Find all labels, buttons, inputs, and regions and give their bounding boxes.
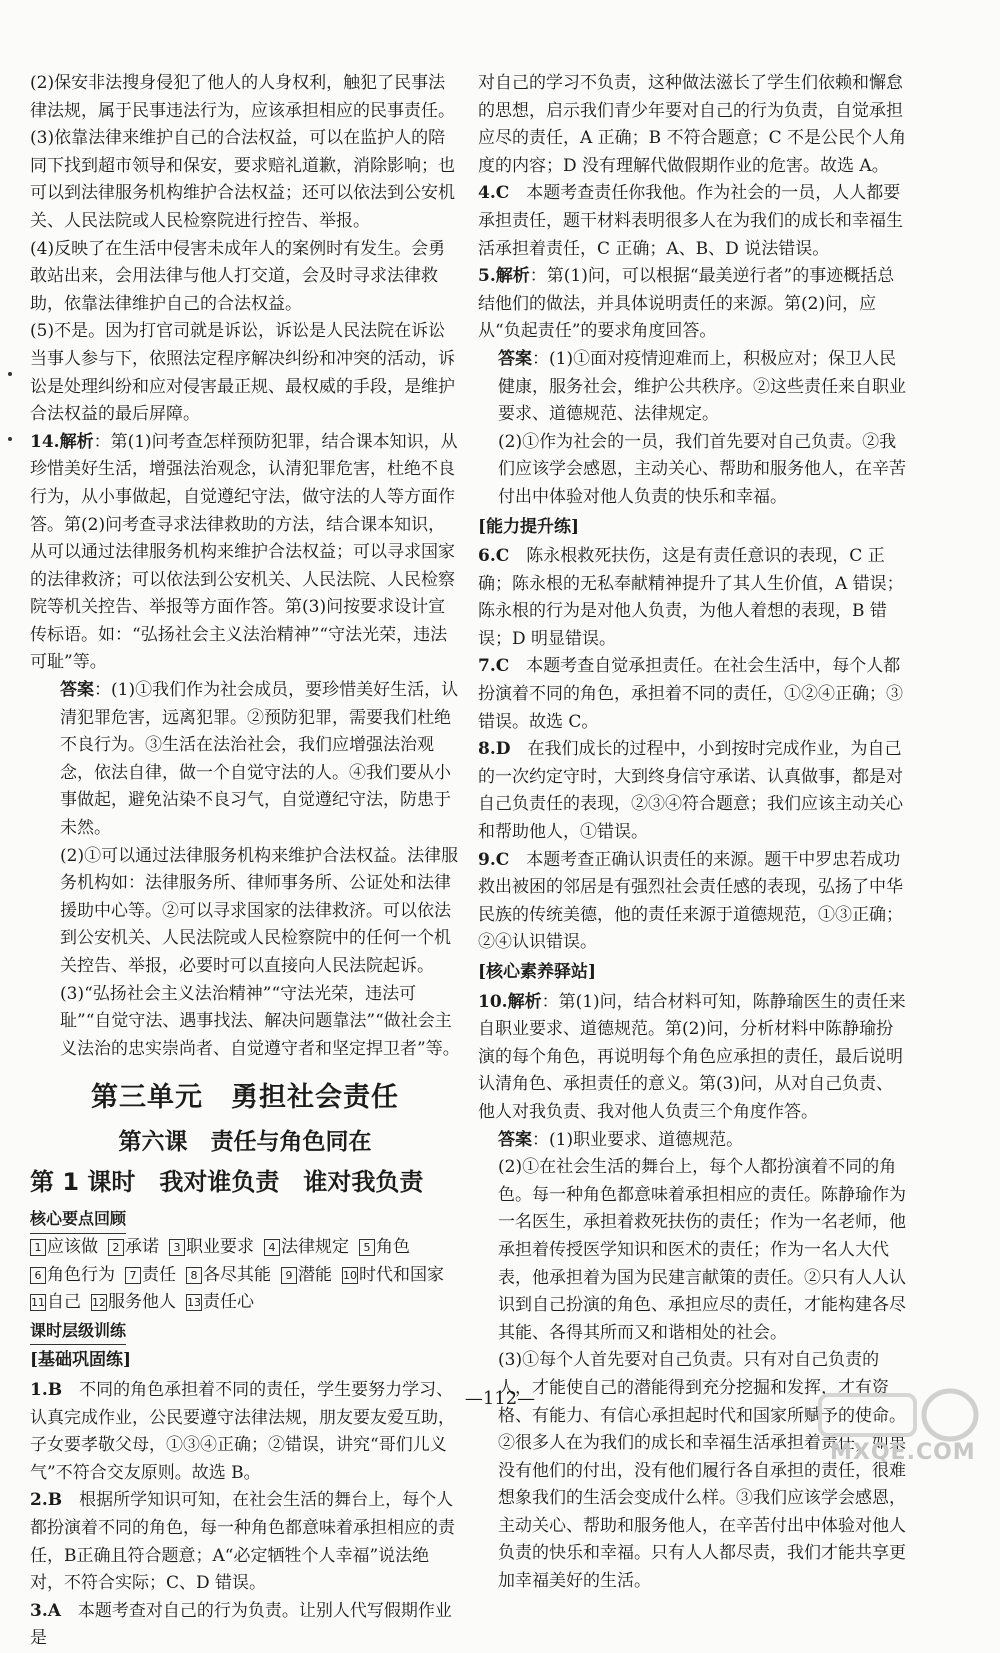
term-text: 承诺 xyxy=(125,1236,159,1257)
q2-text: 根据所学知识可知，在社会生活的舞台上，每个人都扮演着不同的角色，每一种角色都意味着承担相应的责任，B正确且符合题意；A“必定牺牲个人幸福”说法绝对，不符合实际；C、D 错误。 xyxy=(30,1490,455,1594)
term-number-box: 10 xyxy=(343,1268,357,1282)
term-number-box: 3 xyxy=(169,1239,185,1256)
answer-label: 答案 xyxy=(498,348,532,369)
q6-text: 陈永根救死扶伤，这是有责任意识的表现，C 正确；陈永根的无私奉献精神提升了其人生价值，A 错误；陈永根的行为是对他人负责，为他人着想的表现，B 错误；D 明显错误。 xyxy=(478,546,904,649)
q13-answer-part-3: (3)依靠法律来维护自己的合法权益，可以在监护人的陪同下找到超市领导和保安，要求赔礼道歉，消除影响；也可以到法律服务机构维护合法权益；还可以依法到公安机关、人民法院或人民检察院进行控告、举报。 xyxy=(30,128,455,231)
term-number-box: 13 xyxy=(187,1296,201,1310)
margin-dot xyxy=(8,437,12,441)
term-text: 角色 xyxy=(376,1236,410,1257)
review-section xyxy=(30,1205,460,1316)
watermark-text: MXQE.COM xyxy=(830,1440,976,1465)
q9 xyxy=(478,847,910,957)
right-column xyxy=(478,70,910,1596)
analysis-label: 解析 xyxy=(495,266,530,287)
q6 xyxy=(478,543,910,653)
q14-answer xyxy=(30,677,460,843)
review-term xyxy=(30,1289,81,1317)
q10-answer-part-3: (3)①每个人首先要对自己负责。只有对自己负责的人，才能使自己的潜能得到充分挖掘和发挥，才有资格、有能力、有信心承担起时代和国家所赋予的使命。②很多人在为我们的成长和幸福生活承担着责任，如果没有他们的付出，没有他们履行各自承担的责任，很难想象我们的生活会变成什么样。③我们应该学会感恩，主动关心、帮助和服务他人，在辛苦付出中体验对他人负责的快乐和幸福。只有人人都尽责，我们才能共享更加幸福美好的生活。 xyxy=(498,1350,906,1592)
q1-number: 1.B xyxy=(30,1379,63,1400)
ability-tag: [能力提升练] xyxy=(478,516,580,537)
q13-answer-part-5: (5)不是。因为打官司就是诉讼，诉讼是人民法院在诉讼当事人参与下，依照法定程序解决纠纷和冲突的活动，诉讼是处理纠纷和应对侵害最正规、最权威的手段，是维护合法权益的最后屏障。 xyxy=(30,321,455,425)
review-term xyxy=(264,1234,349,1262)
term-text: 服务他人 xyxy=(108,1292,176,1313)
review-term xyxy=(30,1262,115,1290)
term-number-box: 7 xyxy=(125,1267,141,1284)
review-title: 核心要点回顾 xyxy=(30,1205,126,1234)
q9-number: 9.C xyxy=(478,849,510,870)
q1-text: 不同的角色承担着不同的责任，学生要努力学习、认真完成作业，公民要遵守法律法规，朋友要友爱互助，子女要孝敬父母，①③④正确；②错误，讲究“哥们儿义气”不符合交友原则。故选 B。 xyxy=(30,1379,455,1483)
q3-text: 本题考查对自己的行为负责。让别人代写假期作业是 xyxy=(30,1600,452,1649)
answer-label: 答案 xyxy=(60,680,94,701)
q7-number: 7.C xyxy=(478,656,510,677)
q5-answer-text-1: ：(1)①面对疫情迎难而上，积极应对；保卫人民健康，服务社会，维护公共秩序。②这些责任来自职业要求、道德规范、法律规定。 xyxy=(498,348,906,425)
q13-answer-part-2: (2)保安非法搜身侵犯了他人的人身权利，触犯了民事法律法规，属于民事违法行为，应该承担相应的民事责任。 xyxy=(30,73,455,121)
term-number-box: 11 xyxy=(31,1296,45,1310)
review-term xyxy=(359,1234,410,1262)
q2-number: 2.B xyxy=(30,1490,63,1511)
term-number-box: 12 xyxy=(92,1296,106,1310)
left-column xyxy=(30,70,460,1653)
q9-text: 本题考查正确认识责任的来源。题干中罗忠若成功救出被困的邻居是有强烈社会责任感的表现，弘扬了中华民族的传统美德，他的责任来源于道德规范，①③正确；②④认识错误。 xyxy=(478,849,903,953)
review-term xyxy=(30,1234,98,1262)
review-term xyxy=(108,1234,159,1262)
page-number: —112— xyxy=(464,1388,536,1409)
q3-number: 3.A xyxy=(30,1600,61,1621)
q6-number: 6.C xyxy=(478,546,510,567)
lesson-title: 第六课 责任与角色同在 xyxy=(118,1129,372,1156)
review-term xyxy=(125,1262,176,1290)
term-number-box: 8 xyxy=(186,1267,202,1284)
q5-number: 5. xyxy=(478,266,496,287)
q3 xyxy=(30,1598,460,1653)
term-text: 自己 xyxy=(47,1292,81,1313)
q14-analysis xyxy=(30,429,460,677)
q4 xyxy=(478,180,910,263)
basic-tag: [基础巩固练] xyxy=(30,1350,132,1371)
q14-number: 14. xyxy=(30,431,60,452)
term-number-box: 1 xyxy=(30,1239,46,1256)
q10-answer-part-2: (2)①在社会生活的舞台上，每个人都扮演着不同的角色。每一种角色都意味着承担相应的责任。陈静瑜作为一名医生，承担着救死扶伤的责任；作为一名老师，他承担着传授医学知识和医术的责任；作为一名人大代表，他承担着为国为民建言献策的责任。②只有人人认识到自己扮演的角色、承担应尽的责任，才能构建各尽其能、各得其所而又和谐相处的社会。 xyxy=(498,1157,906,1343)
period-title: 第 1 课时 我对谁负责 谁对我负责 xyxy=(30,1168,424,1197)
q14-answer-part-3: (3)“弘扬社会主义法治精神”“守法光荣，违法可耻”“自觉守法、遇事找法、解决问题靠法”“做社会主义法治的忠实崇尚者、自觉遵守者和坚定捍卫者”等。 xyxy=(60,983,460,1059)
review-term xyxy=(186,1289,254,1317)
q8-text: 在我们成长的过程中，小到按时完成作业，为自己的一次约定守时，大到终身信守承诺、认真做事，都是对自己负责任的表现，②③④符合题意；我们应该主动关心和帮助他人，①错误。 xyxy=(478,739,903,843)
review-term xyxy=(281,1262,332,1290)
term-text: 各尽其能 xyxy=(203,1264,271,1285)
q10-analysis xyxy=(478,989,910,1127)
q10-number: 10. xyxy=(478,991,508,1012)
term-number-box: 2 xyxy=(108,1239,124,1256)
review-term xyxy=(91,1289,176,1317)
q10-analysis-text: ：第(1)问，结合材料可知，陈静瑜医生的责任来自职业要求、道德规范。第(2)问，分析材料中陈静瑜扮演的每个角色，再说明每个角色应承担的责任，最后说明认清角色、承担责任的意义。第(3)问，从对自己负责、他人对我负责、我对他人负责三个角度作答。 xyxy=(478,991,906,1122)
q13-answer-part-4: (4)反映了在生活中侵害未成年人的案例时有发生。会勇敢站出来，会用法律与他人打交道，会及时寻求法律救助，依靠法律维护自己的合法权益。 xyxy=(30,238,446,314)
term-text: 职业要求 xyxy=(186,1236,254,1257)
q8 xyxy=(478,736,910,846)
unit-title: 第三单元 勇担社会责任 xyxy=(91,1082,399,1114)
q14-answer-text-1: ：(1)①我们作为社会成员，要珍惜美好生活，认清犯罪危害，远离犯罪。②预防犯罪，需要我们杜绝不良行为。③生活在法治社会，我们应增强法治观念，依法自律，做一个自觉守法的人。④我们要从小事做起，避免沾染不良习气，自觉遵纪守法，防患于未然。 xyxy=(60,680,459,839)
review-term xyxy=(169,1234,254,1262)
core-tag: [核心素养驿站] xyxy=(478,962,597,982)
q14-answer-part-2: (2)①可以通过法律服务机构来维护合法权益。法律服务机构如：法律服务所、律师事务所、公证处和法律援助中心等。②可以寻求国家的法律救济。可以依法到公安机关、人民法院或人民检察院中的任何一个机关控告、举报，必要时可以直接向人民法院起诉。 xyxy=(60,845,459,976)
term-number-box: 6 xyxy=(30,1267,46,1284)
q5-answer-part-2: (2)①作为社会的一员，我们首先要对自己负责。②我们应该学会感恩，主动关心、帮助和服务他人，在辛苦付出中体验对他人负责的快乐和幸福。 xyxy=(498,431,906,507)
term-text: 角色行为 xyxy=(47,1264,115,1285)
term-text: 责任心 xyxy=(203,1292,254,1313)
q4-number: 4.C xyxy=(478,183,510,204)
margin-dot xyxy=(8,372,12,376)
term-text: 法律规定 xyxy=(281,1236,349,1257)
q2 xyxy=(30,1487,460,1597)
term-text: 责任 xyxy=(142,1264,176,1285)
term-number-box: 5 xyxy=(359,1239,375,1256)
review-term xyxy=(186,1262,271,1290)
q7-text: 本题考查自觉承担责任。在社会生活中，每个人都扮演着不同的角色，承担着不同的责任，①②④正确；③错误。故选 C。 xyxy=(478,656,903,732)
term-number-box: 4 xyxy=(264,1239,280,1256)
q4-text: 本题考查责任你我他。作为社会的一员，人人都要承担责任，题干材料表明很多人在为我们的成长和幸福生活承担着责任，C 正确；A、B、D 说法错误。 xyxy=(478,183,903,259)
analysis-label: 解析 xyxy=(507,991,542,1012)
q5-analysis-text: ：第(1)问，可以根据“最美逆行者”的事迹概括总结他们的做法，并具体说明责任的来源。第(2)问，应从“负起责任”的要求角度回答。 xyxy=(478,266,895,342)
answer-label: 答案 xyxy=(498,1129,532,1150)
q3-continued: 对自己的学习不负责，这种做法滋长了学生们依赖和懈怠的思想，启示我们青少年要对自己的行为负责，自觉承担应尽的责任，A 正确；B 不符合题意；C 不是公民个人角度的内容；D 没有理解代做假期作业的危害。故选 A。 xyxy=(478,73,906,176)
term-text: 时代和国家 xyxy=(359,1264,444,1285)
practice-section xyxy=(30,1317,460,1653)
analysis-label: 解析 xyxy=(59,431,94,452)
q5-analysis xyxy=(478,263,910,346)
q8-number: 8.D xyxy=(478,739,511,760)
q10-answer-text-1: ：(1)职业要求、道德规范。 xyxy=(532,1129,744,1150)
q14-analysis-text: ：第(1)问考查怎样预防犯罪，结合课本知识，从珍惜美好生活，增强法治观念，认清犯罪危害，杜绝不良行为，从小事做起，自觉遵纪守法，做守法的人等方面作答。第(2)问考查寻求法律救助的方法，结合课本知识，从可以通过法律服务机构来维护合法权益；可以寻求国家的法律救济；可以依法到公安机关、人民法院、人民检察院等机关控告、举报等方面作答。第(3)问按要求设计宣传标语。如：“弘扬社会主义法治精神”“守法光荣，违法可耻”等。 xyxy=(30,431,458,673)
q10-answer xyxy=(478,1127,910,1155)
practice-title: 课时层级训练 xyxy=(30,1317,126,1346)
q5-answer xyxy=(478,346,910,429)
review-term xyxy=(342,1262,444,1290)
term-text: 潜能 xyxy=(298,1264,332,1285)
term-text: 应该做 xyxy=(47,1236,98,1257)
term-number-box: 9 xyxy=(281,1267,297,1284)
q7 xyxy=(478,653,910,736)
review-terms xyxy=(30,1234,460,1317)
